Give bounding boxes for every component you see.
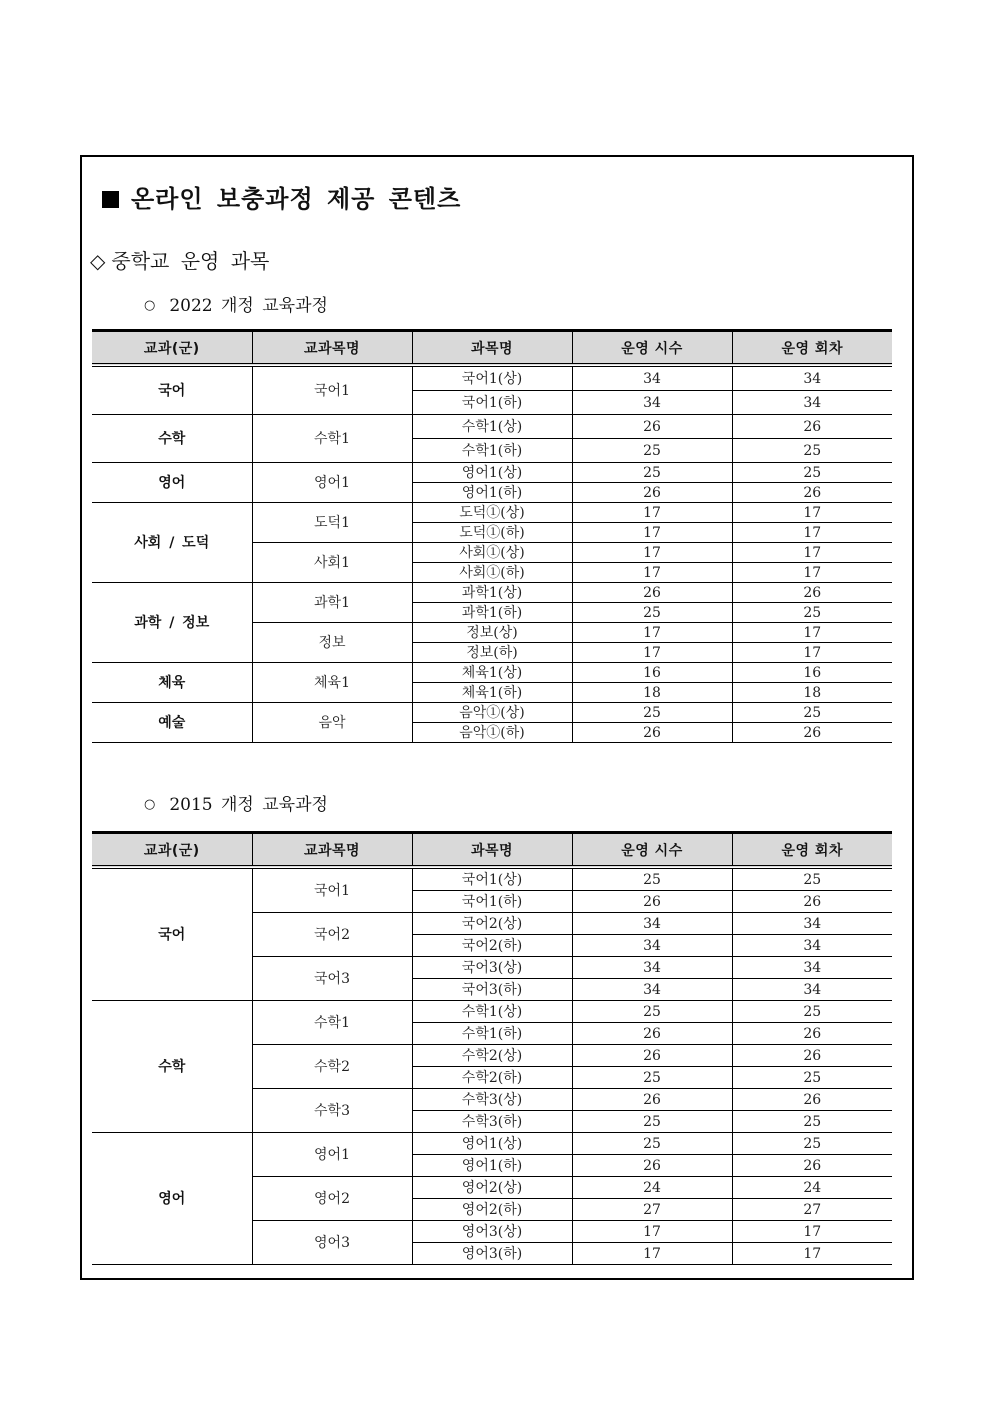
hours-cell: 34	[572, 391, 732, 415]
course-cell: 국어2(상)	[412, 913, 572, 935]
course-cell: 도덕①(하)	[412, 523, 572, 543]
hours-cell: 34	[572, 979, 732, 1001]
sessions-cell: 17	[732, 503, 892, 523]
sessions-cell: 34	[732, 957, 892, 979]
table-row	[92, 503, 892, 523]
header-subject: 교과목명	[252, 331, 412, 366]
curriculum-2015-heading	[144, 790, 328, 815]
group-cell: 수학	[92, 1001, 252, 1133]
table-row	[92, 1001, 892, 1023]
diamond-icon: ◇	[90, 249, 106, 273]
header-sessions: 운영 회차	[732, 331, 892, 366]
hours-cell: 17	[572, 543, 732, 563]
course-cell: 국어1(상)	[412, 867, 572, 891]
table-row	[92, 1133, 892, 1155]
sessions-cell: 17	[732, 1221, 892, 1243]
course-cell: 수학1(상)	[412, 415, 572, 439]
sessions-cell: 34	[732, 391, 892, 415]
table-row	[92, 463, 892, 483]
sessions-cell: 17	[732, 563, 892, 583]
sessions-cell: 26	[732, 483, 892, 503]
course-cell: 과학1(상)	[412, 583, 572, 603]
subject-cell: 음악	[252, 703, 412, 743]
group-cell: 체육	[92, 663, 252, 703]
sessions-cell: 25	[732, 439, 892, 463]
header-group: 교과(군)	[92, 331, 252, 366]
hours-cell: 26	[572, 1023, 732, 1045]
header-subject: 교과목명	[252, 833, 412, 868]
table-row	[92, 583, 892, 603]
hours-cell: 34	[572, 957, 732, 979]
hours-cell: 25	[572, 1133, 732, 1155]
hours-cell: 25	[572, 463, 732, 483]
table-row	[92, 867, 892, 891]
sessions-cell: 25	[732, 603, 892, 623]
header-sessions: 운영 회차	[732, 833, 892, 868]
hours-cell: 17	[572, 1243, 732, 1265]
sessions-cell: 25	[732, 703, 892, 723]
course-cell: 수학3(하)	[412, 1111, 572, 1133]
subject-cell: 영어1	[252, 1133, 412, 1177]
subject-cell: 국어3	[252, 957, 412, 1001]
sessions-cell: 25	[732, 867, 892, 891]
sessions-cell: 25	[732, 1067, 892, 1089]
group-cell: 영어	[92, 463, 252, 503]
course-cell: 정보(상)	[412, 623, 572, 643]
course-cell: 영어3(하)	[412, 1243, 572, 1265]
hours-cell: 17	[572, 503, 732, 523]
hours-cell: 34	[572, 913, 732, 935]
sessions-cell: 34	[732, 365, 892, 391]
subject-cell: 국어1	[252, 867, 412, 913]
sessions-cell: 34	[732, 979, 892, 1001]
sessions-cell: 25	[732, 463, 892, 483]
black-square-icon	[102, 191, 119, 208]
course-cell: 수학2(상)	[412, 1045, 572, 1067]
subject-cell: 국어2	[252, 913, 412, 957]
sessions-cell: 17	[732, 643, 892, 663]
hours-cell: 26	[572, 415, 732, 439]
course-cell: 영어1(하)	[412, 483, 572, 503]
group-cell: 수학	[92, 415, 252, 463]
hours-cell: 17	[572, 643, 732, 663]
header-course: 과목명	[412, 331, 572, 366]
curriculum-2015-table	[92, 831, 892, 1265]
table-row	[92, 415, 892, 439]
header-hours: 운영 시수	[572, 331, 732, 366]
hours-cell: 34	[572, 935, 732, 957]
circle-bullet-icon: ○	[144, 298, 156, 313]
hours-cell: 26	[572, 1155, 732, 1177]
course-cell: 수학1(하)	[412, 1023, 572, 1045]
course-cell: 사회①(하)	[412, 563, 572, 583]
hours-cell: 26	[572, 583, 732, 603]
hours-cell: 24	[572, 1177, 732, 1199]
sessions-cell: 34	[732, 913, 892, 935]
sessions-cell: 26	[732, 415, 892, 439]
course-cell: 영어2(하)	[412, 1199, 572, 1221]
hours-cell: 25	[572, 603, 732, 623]
subject-cell: 체육1	[252, 663, 412, 703]
sessions-cell: 17	[732, 623, 892, 643]
hours-cell: 26	[572, 891, 732, 913]
course-cell: 영어1(상)	[412, 1133, 572, 1155]
hours-cell: 18	[572, 683, 732, 703]
sessions-cell: 26	[732, 1045, 892, 1067]
hours-cell: 25	[572, 1067, 732, 1089]
sessions-cell: 25	[732, 1133, 892, 1155]
hours-cell: 17	[572, 563, 732, 583]
course-cell: 영어3(상)	[412, 1221, 572, 1243]
group-cell: 국어	[92, 365, 252, 415]
sessions-cell: 26	[732, 891, 892, 913]
section-heading	[90, 245, 269, 274]
table-row	[92, 365, 892, 391]
page-title-text: 온라인 보충과정 제공 콘텐츠	[131, 185, 462, 213]
section-title-text: 중학교 운영 과목	[111, 249, 270, 273]
subject-cell: 수학3	[252, 1089, 412, 1133]
course-cell: 도덕①(상)	[412, 503, 572, 523]
sessions-cell: 25	[732, 1111, 892, 1133]
sessions-cell: 26	[732, 723, 892, 743]
header-course: 과목명	[412, 833, 572, 868]
sessions-cell: 24	[732, 1177, 892, 1199]
sessions-cell: 17	[732, 523, 892, 543]
course-cell: 음악①(하)	[412, 723, 572, 743]
sessions-cell: 34	[732, 935, 892, 957]
sessions-cell: 26	[732, 1023, 892, 1045]
header-hours: 운영 시수	[572, 833, 732, 868]
subject-cell: 도덕1	[252, 503, 412, 543]
course-cell: 수학1(하)	[412, 439, 572, 463]
course-cell: 국어2(하)	[412, 935, 572, 957]
hours-cell: 25	[572, 703, 732, 723]
sessions-cell: 25	[732, 1001, 892, 1023]
subject-cell: 수학2	[252, 1045, 412, 1089]
hours-cell: 25	[572, 439, 732, 463]
hours-cell: 17	[572, 1221, 732, 1243]
hours-cell: 26	[572, 723, 732, 743]
course-cell: 영어1(하)	[412, 1155, 572, 1177]
subject-cell: 수학1	[252, 1001, 412, 1045]
subject-cell: 영어1	[252, 463, 412, 503]
hours-cell: 17	[572, 623, 732, 643]
hours-cell: 25	[572, 1001, 732, 1023]
sessions-cell: 26	[732, 1089, 892, 1111]
sessions-cell: 27	[732, 1199, 892, 1221]
curriculum-2022-table	[92, 329, 892, 743]
subject-cell: 과학1	[252, 583, 412, 623]
course-cell: 국어3(상)	[412, 957, 572, 979]
group-cell: 영어	[92, 1133, 252, 1265]
sessions-cell: 26	[732, 583, 892, 603]
subject-cell: 영어2	[252, 1177, 412, 1221]
table-row	[92, 703, 892, 723]
course-cell: 수학1(상)	[412, 1001, 572, 1023]
subject-cell: 사회1	[252, 543, 412, 583]
hours-cell: 25	[572, 867, 732, 891]
sessions-cell: 26	[732, 1155, 892, 1177]
table-row	[92, 663, 892, 683]
curriculum-2015-label: 2015 개정 교육과정	[169, 795, 328, 815]
hours-cell: 26	[572, 1045, 732, 1067]
course-cell: 국어1(하)	[412, 891, 572, 913]
course-cell: 국어1(상)	[412, 365, 572, 391]
hours-cell: 17	[572, 523, 732, 543]
table-header-row	[92, 331, 892, 366]
curriculum-2022-heading	[144, 291, 328, 316]
sessions-cell: 18	[732, 683, 892, 703]
content-frame	[80, 155, 914, 1280]
sessions-cell: 17	[732, 543, 892, 563]
course-cell: 과학1(하)	[412, 603, 572, 623]
course-cell: 영어2(상)	[412, 1177, 572, 1199]
sessions-cell: 16	[732, 663, 892, 683]
sessions-cell: 17	[732, 1243, 892, 1265]
group-cell: 사회 / 도덕	[92, 503, 252, 583]
hours-cell: 16	[572, 663, 732, 683]
header-group: 교과(군)	[92, 833, 252, 868]
group-cell: 국어	[92, 867, 252, 1001]
course-cell: 체육1(하)	[412, 683, 572, 703]
hours-cell: 26	[572, 483, 732, 503]
subject-cell: 영어3	[252, 1221, 412, 1265]
circle-bullet-icon: ○	[144, 797, 156, 812]
course-cell: 사회①(상)	[412, 543, 572, 563]
course-cell: 수학3(상)	[412, 1089, 572, 1111]
subject-cell: 수학1	[252, 415, 412, 463]
course-cell: 정보(하)	[412, 643, 572, 663]
curriculum-2022-label: 2022 개정 교육과정	[169, 296, 328, 316]
hours-cell: 34	[572, 365, 732, 391]
course-cell: 영어1(상)	[412, 463, 572, 483]
course-cell: 수학2(하)	[412, 1067, 572, 1089]
subject-cell: 정보	[252, 623, 412, 663]
course-cell: 음악①(상)	[412, 703, 572, 723]
group-cell: 과학 / 정보	[92, 583, 252, 663]
course-cell: 체육1(상)	[412, 663, 572, 683]
page-title	[102, 179, 461, 214]
hours-cell: 26	[572, 1089, 732, 1111]
hours-cell: 27	[572, 1199, 732, 1221]
course-cell: 국어3(하)	[412, 979, 572, 1001]
hours-cell: 25	[572, 1111, 732, 1133]
table-header-row	[92, 833, 892, 868]
subject-cell: 국어1	[252, 365, 412, 415]
group-cell: 예술	[92, 703, 252, 743]
course-cell: 국어1(하)	[412, 391, 572, 415]
